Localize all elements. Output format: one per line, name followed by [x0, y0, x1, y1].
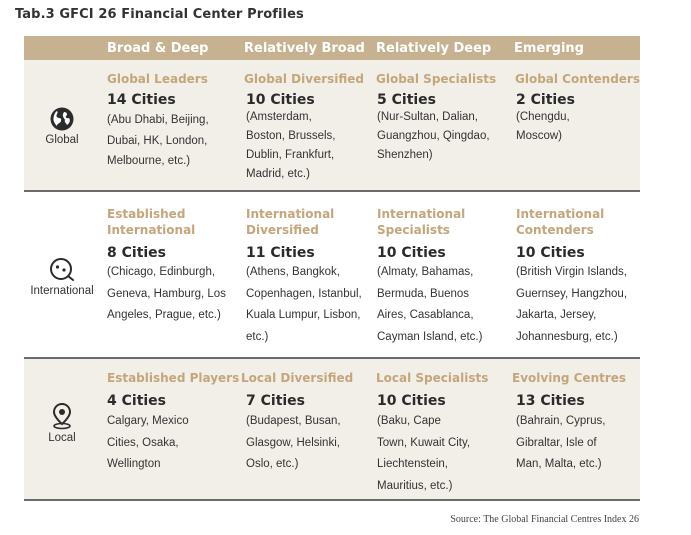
category-label: Global Diversified: [244, 72, 365, 86]
category-label: Established International: [107, 207, 196, 237]
city-count: 4 Cities: [107, 393, 167, 409]
row-label-text: Local: [48, 432, 76, 444]
city-list: (Almaty, Bahamas, Bermuda, Buenos Aires, Casablanca, Cayman Island, etc.): [377, 266, 483, 343]
category-label: Global Specialists: [376, 72, 497, 86]
row-divider: [24, 499, 640, 501]
city-count: 10 Cities: [377, 245, 446, 261]
city-list: (Bahrain, Cyprus, Gibraltar, Isle of Man, Malta, etc.): [516, 415, 606, 470]
city-count: 11 Cities: [246, 245, 315, 261]
category-label: Global Leaders: [107, 72, 208, 86]
city-list: (Chicago, Edinburgh, Geneva, Hamburg, Los Angeles, Prague, etc.): [107, 266, 226, 321]
column-header-relatively-broad: Relatively Broad: [244, 41, 365, 56]
location-pin-icon: [24, 402, 100, 430]
city-count: 10 Cities: [246, 92, 315, 108]
city-list: (Athens, Bangkok, Copenhagen, Istanbul, Kuala Lumpur, Lisbon, etc.): [246, 266, 362, 343]
city-count: 10 Cities: [516, 245, 585, 261]
city-list: (British Virgin Islands, Guernsey, Hangzhou, Jakarta, Jersey, Johannesburg, etc.): [516, 266, 628, 343]
row-label-local: [24, 402, 100, 444]
city-list: Calgary, Mexico Cities, Osaka, Wellington: [107, 415, 189, 470]
city-list: (Chengdu, Moscow): [516, 111, 570, 142]
globe-icon: [24, 106, 100, 132]
category-label: Global Contenders: [515, 72, 640, 86]
international-icon: [24, 255, 100, 283]
city-count: 7 Cities: [246, 393, 306, 409]
category-label: International Diversified: [246, 207, 335, 237]
city-count: 5 Cities: [377, 92, 437, 108]
category-label: Evolving Centres: [512, 371, 627, 385]
category-label: International Specialists: [377, 207, 466, 237]
source-note: Source: The Global Financial Centres Index 26: [450, 514, 639, 525]
city-count: 10 Cities: [377, 393, 446, 409]
city-count: 8 Cities: [107, 245, 167, 261]
column-header-broad-deep: Broad & Deep: [107, 41, 209, 56]
table-title: Tab.3 GFCI 26 Financial Center Profiles: [15, 7, 304, 22]
city-list: (Abu Dhabi, Beijing, Dubai, HK, London, Melbourne, etc.): [107, 114, 209, 167]
category-label: Local Diversified: [241, 371, 354, 385]
column-header-relatively-deep: Relatively Deep: [376, 41, 492, 56]
row-label-global: [24, 106, 100, 146]
city-count: 13 Cities: [516, 393, 585, 409]
row-label-text: International: [30, 285, 94, 297]
city-list: (Amsterdam, Boston, Brussels, Dublin, Frankfurt, Madrid, etc.): [246, 111, 336, 180]
table-header: [24, 36, 640, 60]
row-label-text: Global: [45, 134, 79, 146]
city-count: 14 Cities: [107, 92, 176, 108]
row-label-international: [24, 255, 100, 297]
column-header-emerging: Emerging: [514, 41, 584, 56]
category-label: Local Specialists: [376, 371, 489, 385]
category-label: Established Players: [107, 371, 240, 385]
city-list: (Budapest, Busan, Glasgow, Helsinki, Oslo, etc.): [246, 415, 341, 470]
city-list: (Nur-Sultan, Dalian, Guangzhou, Qingdao, Shenzhen): [377, 111, 490, 161]
category-label: International Contenders: [516, 207, 605, 237]
city-list: (Baku, Cape Town, Kuwait City, Liechtenstein, Mauritius, etc.): [377, 415, 471, 492]
city-count: 2 Cities: [516, 92, 576, 108]
